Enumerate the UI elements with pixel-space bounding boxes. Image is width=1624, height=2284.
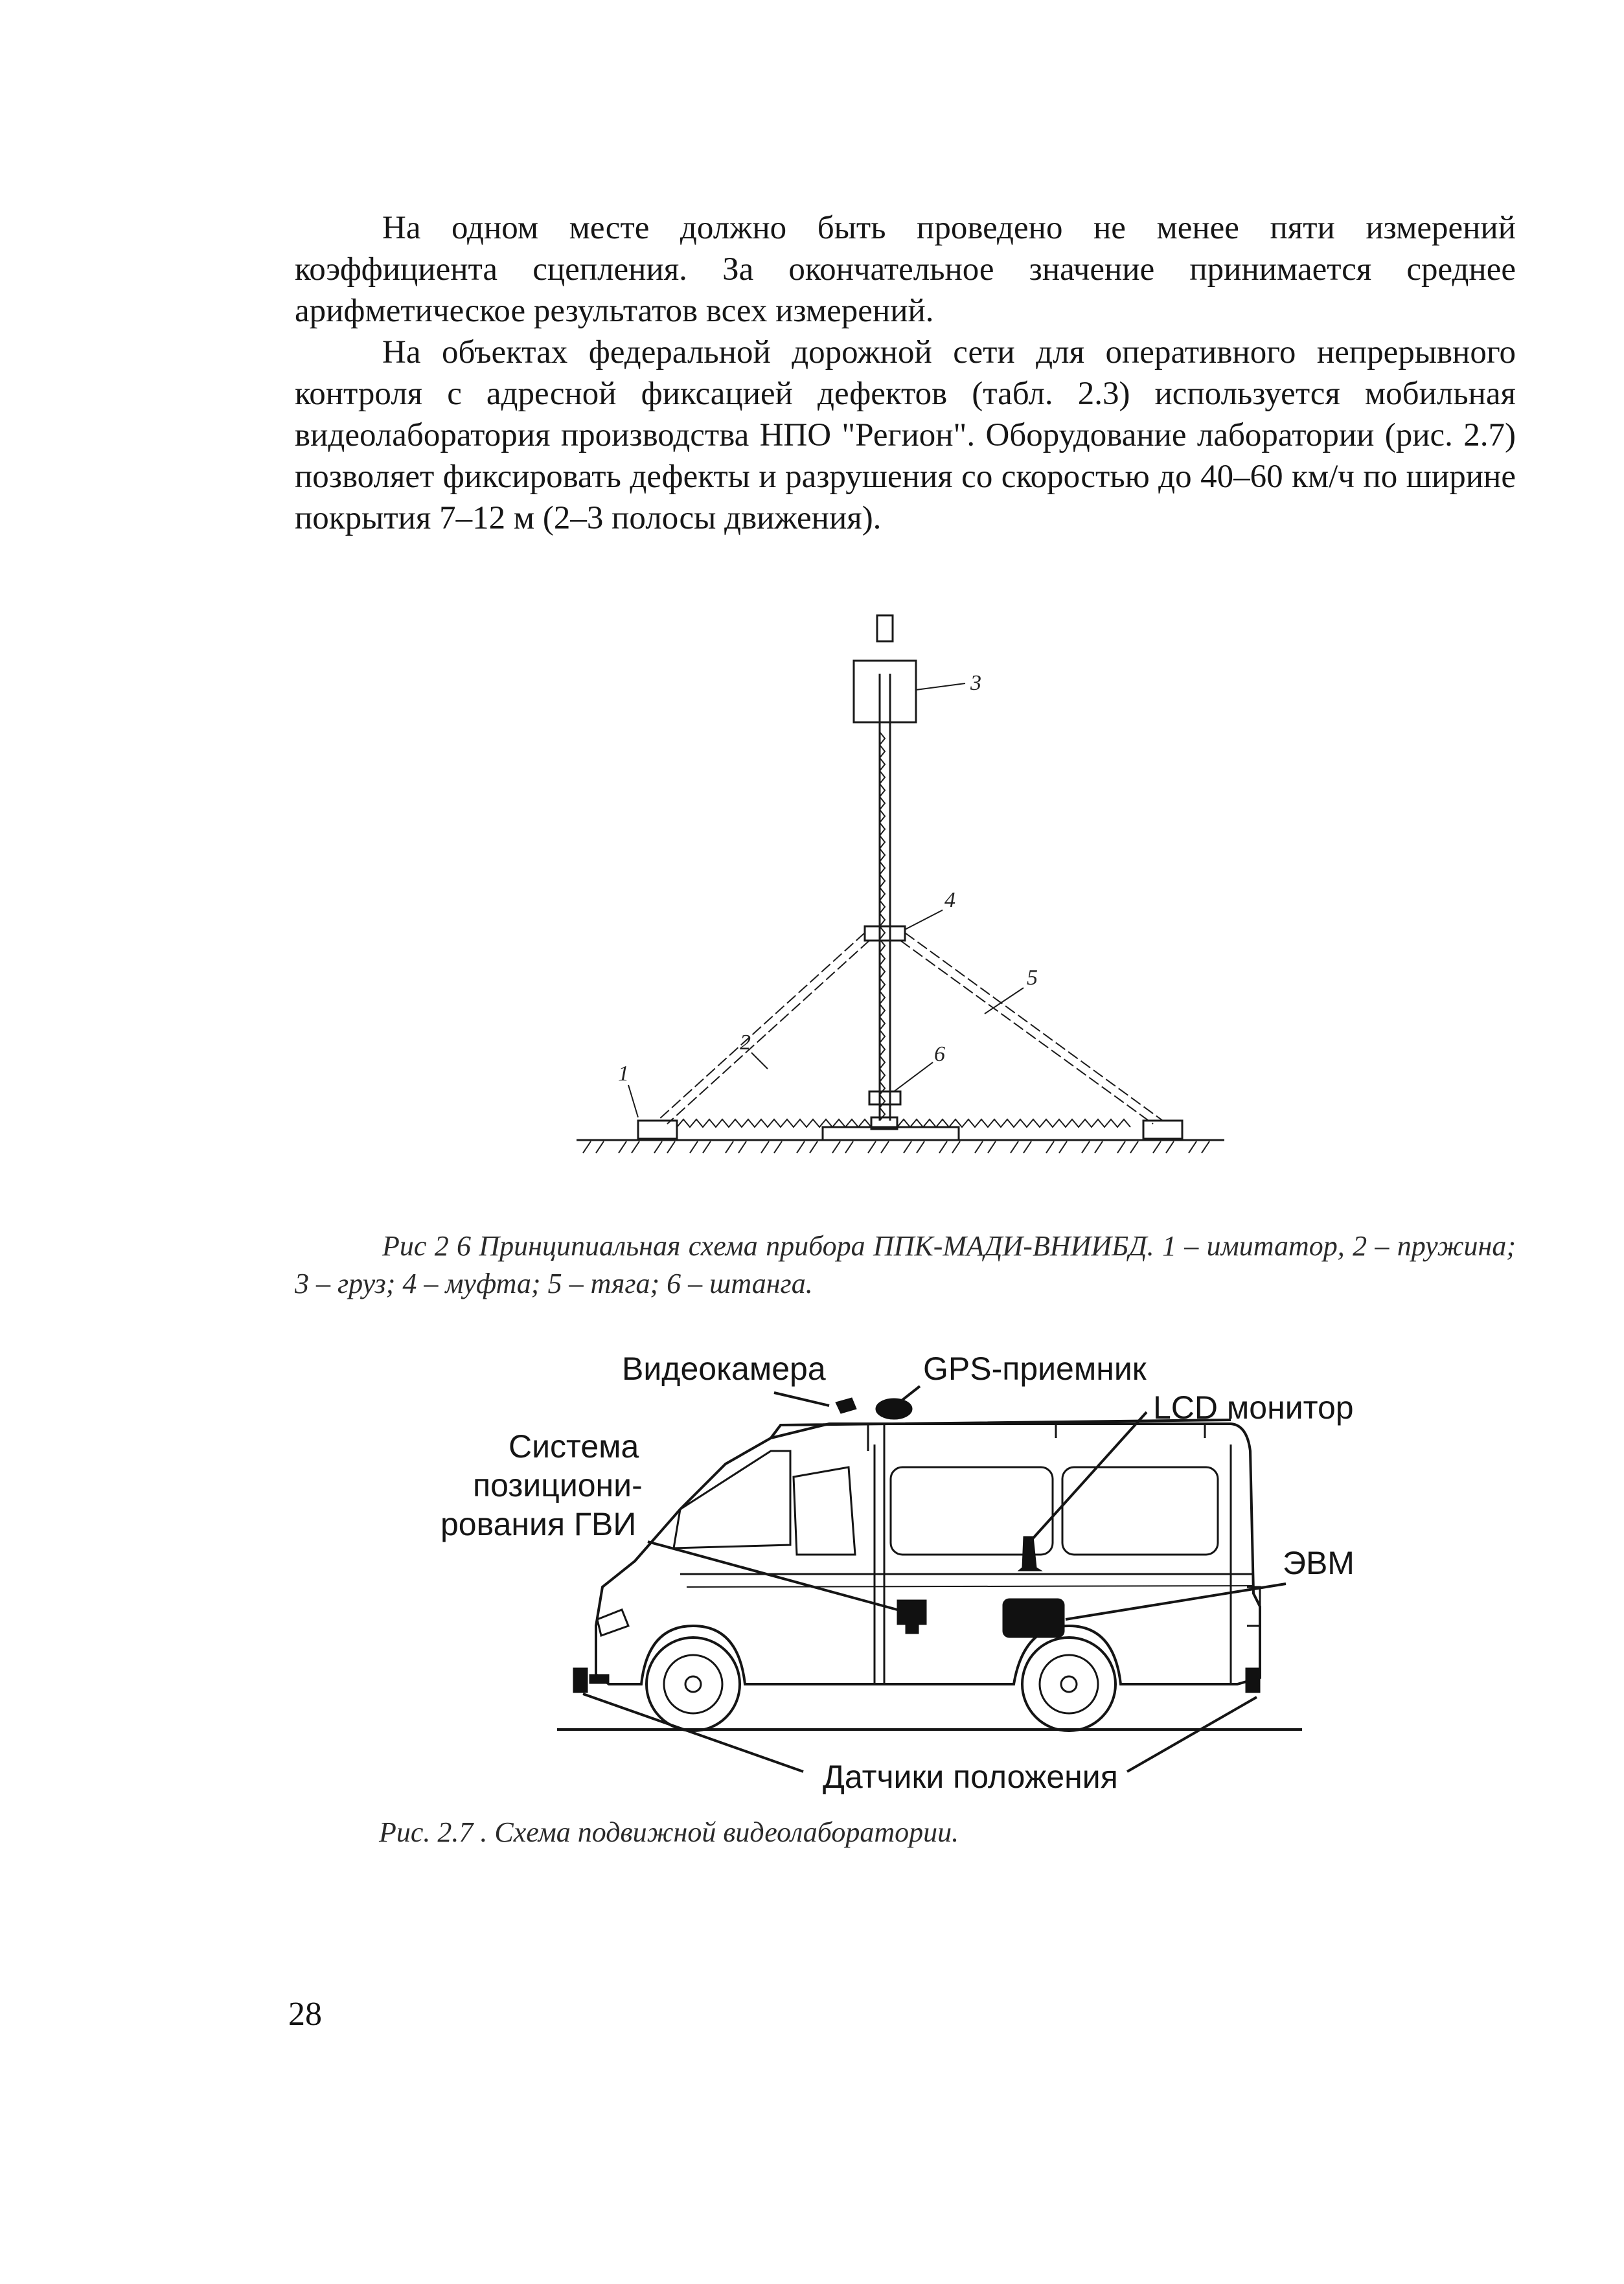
tie-rod-left: [658, 933, 869, 1124]
label-1: 1: [618, 1062, 629, 1086]
leader-3: [916, 683, 965, 690]
paragraph-2: [295, 332, 1516, 539]
front-sensor: [573, 1668, 588, 1693]
weight-block: [854, 661, 916, 722]
ground-hatching: [583, 1141, 1209, 1153]
label-positioning-line1: Система: [509, 1428, 639, 1465]
front-door-window: [794, 1467, 855, 1555]
spring-left: [677, 1119, 871, 1127]
figure-ppk-device-diagram: [570, 609, 1231, 1179]
leader-computer: [1066, 1584, 1286, 1619]
leader-5: [985, 988, 1024, 1014]
rod-top-cap: [877, 615, 893, 641]
paragraph-1-text: На одном месте должно быть проведено не менее пяти измерений коэффициента сцепления. За окончательное значение принимается среднее арифметическое результатов всех измерений.: [295, 210, 1516, 329]
label-positioning-line2: позициони-: [473, 1467, 643, 1503]
leader-6: [894, 1062, 933, 1091]
positioning-system-unit: [897, 1600, 926, 1625]
label-computer: ЭВМ: [1283, 1545, 1355, 1581]
tie-rod-right: [900, 933, 1163, 1124]
video-camera: [836, 1398, 856, 1413]
front-bumper-block: [589, 1674, 609, 1684]
computer-unit: [1003, 1599, 1064, 1638]
label-lcd: LCD монитор: [1153, 1389, 1354, 1426]
label-gps: GPS-приемник: [923, 1351, 1147, 1387]
figure-2-caption: Рис. 2.7 . Схема подвижной видеолаборатории.: [379, 1816, 959, 1848]
simulator-right: [1143, 1121, 1182, 1139]
rod-stop: [869, 1091, 900, 1104]
label-2: 2: [740, 1031, 751, 1055]
leader-4: [905, 910, 943, 930]
label-4: 4: [944, 888, 955, 912]
rear-wheel: [1022, 1638, 1115, 1731]
headlight: [597, 1610, 628, 1636]
figure-video-lab-van: [440, 1347, 1367, 1801]
leader-sensor-rear: [1127, 1697, 1257, 1772]
label-6: 6: [934, 1042, 945, 1066]
paragraph-1: [295, 207, 1516, 332]
simulator-left: [638, 1121, 677, 1139]
leader-sensor-front: [583, 1694, 803, 1772]
label-3: 3: [970, 671, 981, 695]
front-wheel: [646, 1638, 740, 1731]
label-sensors: Датчики положения: [823, 1759, 1118, 1795]
paragraph-2-text: На объектах федеральной дорожной сети для оперативного непрерывного контроля с адресной фиксацией дефектов (табл. 2.3) используется мобильная видеолаборатория производства НПО "Регион". Оборудование лаборатории (рис. 2.7) позволяет фиксировать дефекты и разрушения со скоростью до 40–60 км/ч по ширине покрытия 7–12 м (2–3 полосы движения).: [295, 334, 1516, 536]
leader-gps: [902, 1386, 920, 1400]
leader-camera: [774, 1393, 829, 1406]
label-5: 5: [1027, 966, 1038, 990]
gps-receiver: [876, 1399, 912, 1419]
label-positioning-line3: рования ГВИ: [440, 1506, 637, 1542]
van-side-trim-2: [687, 1586, 1253, 1587]
page-number: 28: [288, 1996, 322, 2033]
positioning-system-base: [906, 1625, 919, 1634]
label-camera: Видеокамера: [622, 1351, 826, 1387]
spring-right: [897, 1119, 1130, 1127]
leader-positioning: [648, 1542, 897, 1610]
figure-1-caption: Рис 2 6 Принципиальная схема прибора ППК-МАДИ-ВНИИБД. 1 – имитатор, 2 – пружина; 3 – груз; 4 – муфта; 5 – тяга; 6 – штанга.: [295, 1230, 1516, 1299]
leader-2: [751, 1053, 768, 1069]
rear-sensor: [1246, 1668, 1260, 1693]
leader-lcd: [1030, 1412, 1147, 1542]
leader-1: [628, 1085, 638, 1117]
